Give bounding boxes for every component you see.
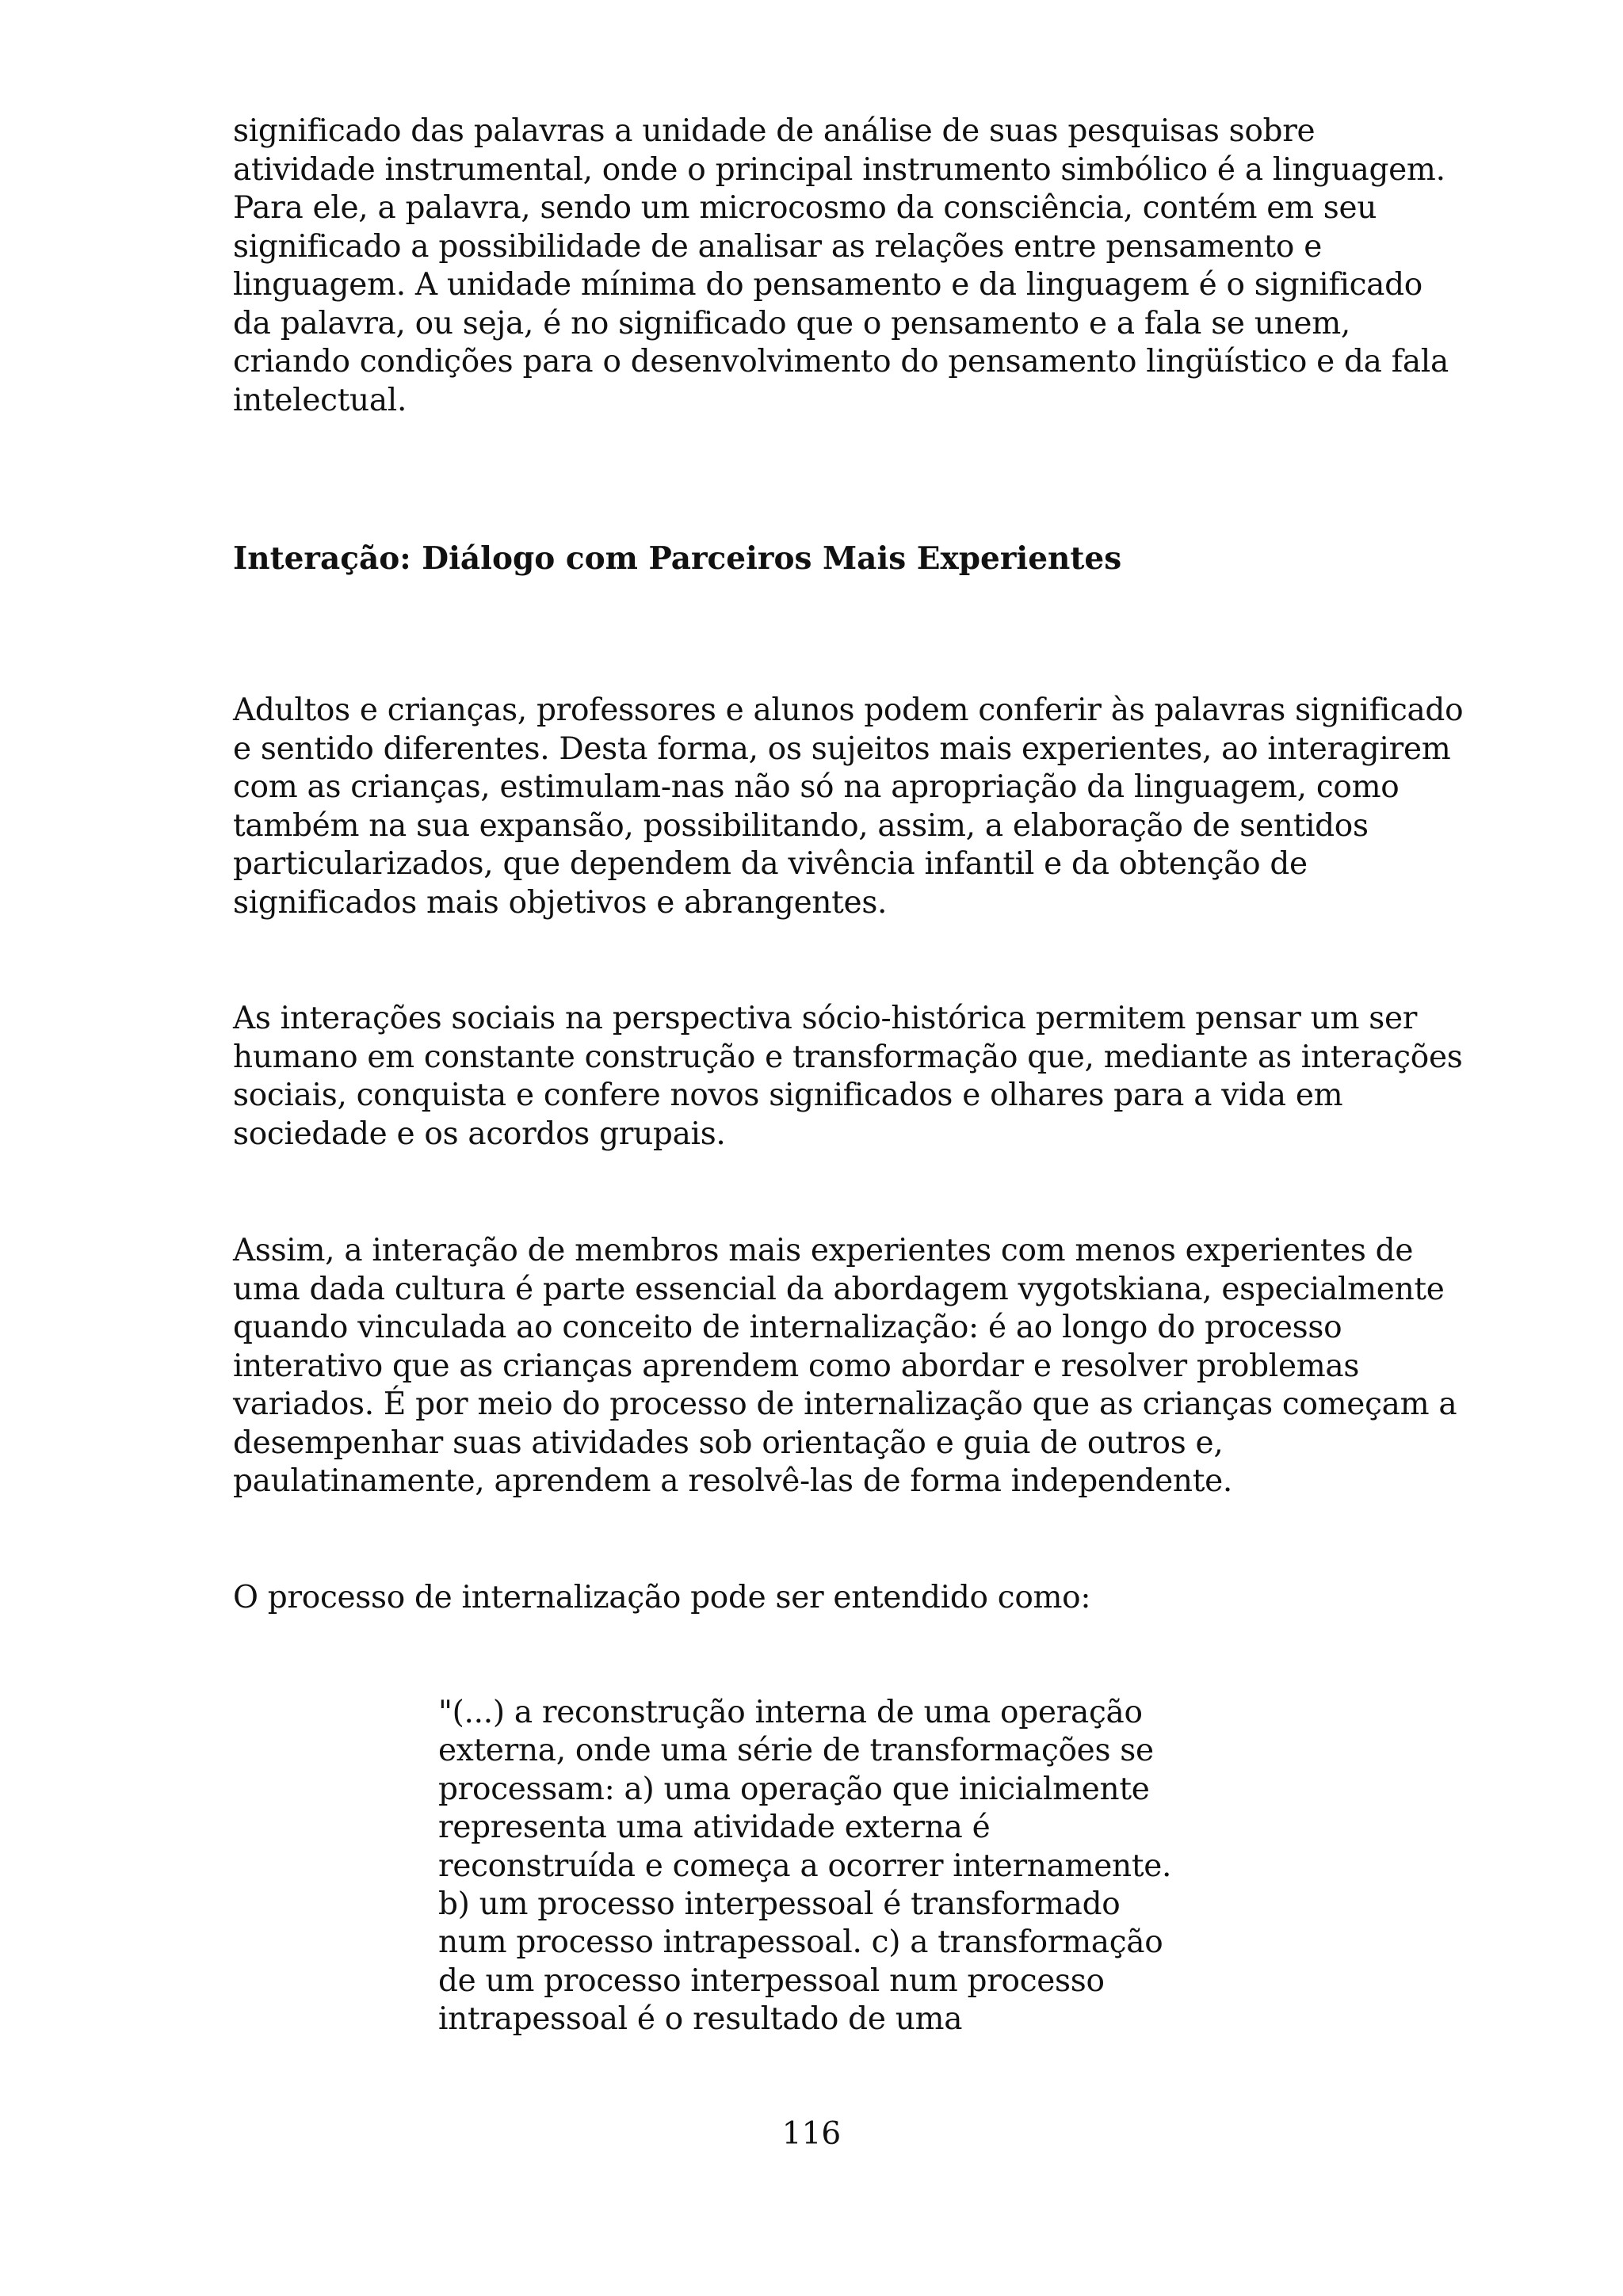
text-line: da palavra, ou seja, é no significado que o pensamento e a fala se unem, [233,305,1350,341]
text-line: sociedade e os acordos grupais. [233,1116,726,1152]
text-line: sociais, conquista e confere novos significados e olhares para a vida em [233,1077,1343,1113]
quote-line: num processo intrapessoal. c) a transformação [438,1924,1163,1961]
quote-line: de um processo interpessoal num processo [438,1962,1105,1999]
text-line: variados. É por meio do processo de internalização que as crianças começam a [233,1386,1457,1422]
text-line: interativo que as crianças aprendem como abordar e resolver problemas [233,1348,1360,1384]
text-line: criando condições para o desenvolvimento do pensamento lingüístico e da fala [233,344,1449,379]
paragraph-2 [233,692,1533,922]
text-line: significado a possibilidade de analisar as relações entre pensamento e [233,228,1322,265]
text-line: As interações sociais na perspectiva sócio-histórica permitem pensar um ser [233,1001,1418,1036]
quote-line: intrapessoal é o resultado de uma [438,2001,963,2038]
text-line: Adultos e crianças, professores e alunos podem conferir às palavras significado [233,692,1464,728]
text-line: e sentido diferentes. Desta forma, os sujeitos mais experientes, ao interagirem [233,730,1451,767]
quote-line: externa, onde uma série de transformações se [438,1733,1154,1769]
page-number: 116 [781,2116,842,2152]
quote-line: processam: a) uma operação que inicialmente [438,1771,1150,1807]
text-line: particularizados, que dependem da vivência infantil e da obtenção de [233,846,1308,882]
quote-line: "(...) a reconstrução interna de uma operação [438,1695,1143,1730]
text-line: desempenhar suas atividades sob orientação e guia de outros e, [233,1425,1224,1461]
text-line: humano em constante construção e transformação que, mediante as interações [233,1039,1463,1075]
text-line: paulatinamente, aprendem a resolvê-las de forma independente. [233,1463,1232,1499]
text-line: significados mais objetivos e abrangentes. [233,884,888,921]
text-line: Assim, a interação de membros mais experientes com menos experientes de [233,1233,1414,1268]
text-line: atividade instrumental, onde o principal instrumento simbólico é a linguagem. [233,151,1445,188]
paragraph-3 [233,1000,1533,1154]
text-line: intelectual. [233,382,407,418]
text-line: quando vinculada ao conceito de internalização: é ao longo do processo [233,1310,1342,1345]
paragraph-5 [233,1579,1533,1618]
paragraph-4 [233,1232,1533,1501]
paragraph-1 [233,113,1533,420]
text-line: com as crianças, estimulam-nas não só na apropriação da linguagem, como [233,769,1400,805]
section-heading: Interação: Diálogo com Parceiros Mais Experientes [233,540,1122,577]
quote-line: b) um processo interpessoal é transformado [438,1886,1121,1923]
quote-line: reconstruída e começa a ocorrer internamente. [438,1848,1172,1884]
text-line: significado das palavras a unidade de análise de suas pesquisas sobre [233,113,1316,149]
text-line: linguagem. A unidade mínima do pensamento e da linguagem é o significado [233,267,1423,303]
quote-line: representa uma atividade externa é [438,1810,991,1846]
text-line: O processo de internalização pode ser entendido como: [233,1580,1091,1615]
text-line: uma dada cultura é parte essencial da abordagem vygotskiana, especialmente [233,1271,1445,1307]
text-line: Para ele, a palavra, sendo um microcosmo da consciência, contém em seu [233,190,1377,226]
block-quote [438,1694,1231,2039]
text-line: também na sua expansão, possibilitando, assim, a elaboração de sentidos [233,807,1369,844]
